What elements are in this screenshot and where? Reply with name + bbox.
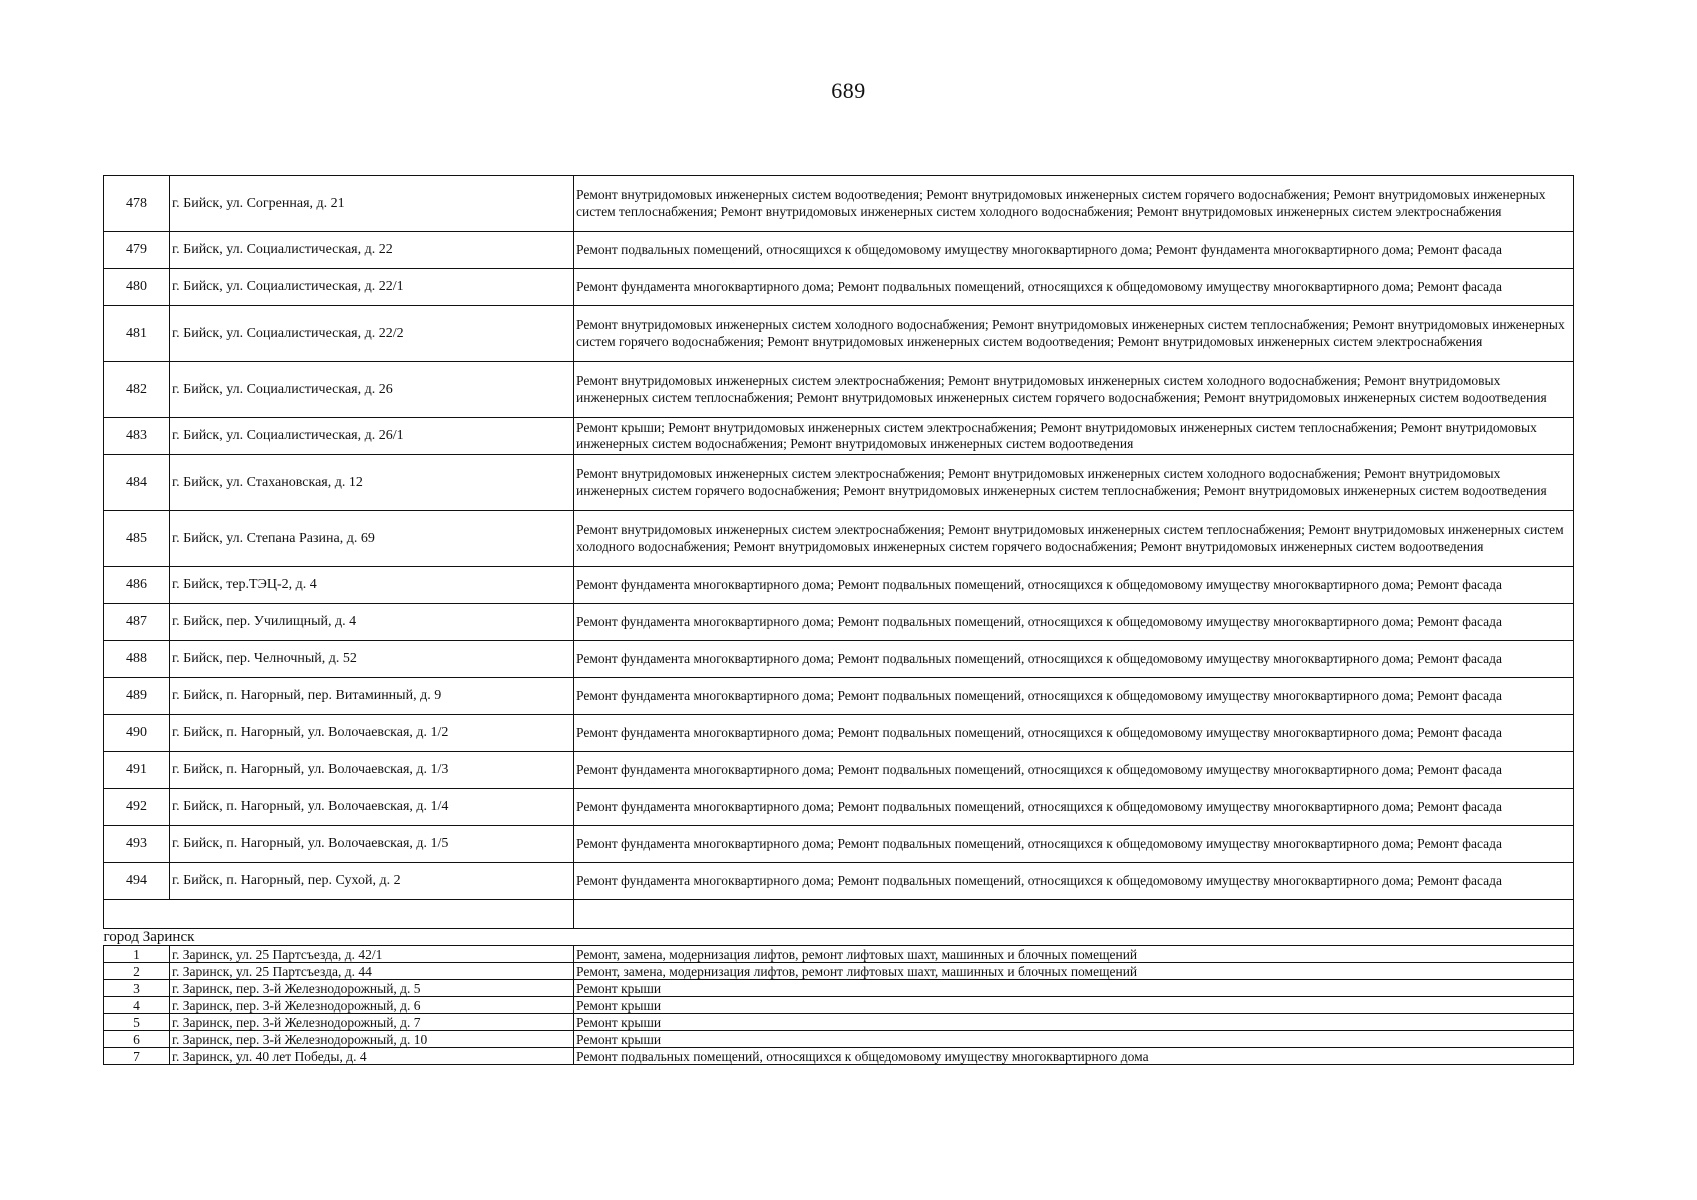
table-row [104, 604, 1574, 641]
row-address: г. Заринск, пер. 3-й Железнодорожный, д. 6 [170, 997, 574, 1014]
row-works: Ремонт фундамента многоквартирного дома; Ремонт подвальных помещений, относящихся к общедомовому имуществу многоквартирного дома; Ремонт фасада [574, 269, 1574, 306]
table-row [104, 1031, 1574, 1048]
table-row [104, 418, 1574, 455]
row-address: г. Заринск, пер. 3-й Железнодорожный, д. 10 [170, 1031, 574, 1048]
row-address: г. Бийск, п. Нагорный, ул. Волочаевская, д. 1/2 [170, 715, 574, 752]
table-row [104, 455, 1574, 511]
row-works: Ремонт фундамента многоквартирного дома; Ремонт подвальных помещений, относящихся к общедомовому имуществу многоквартирного дома; Ремонт фасада [574, 826, 1574, 863]
row-number: 484 [104, 455, 170, 511]
table-row [104, 306, 1574, 362]
row-number: 478 [104, 176, 170, 232]
row-number: 488 [104, 641, 170, 678]
table-row [104, 863, 1574, 900]
row-address: г. Заринск, ул. 25 Партсъезда, д. 42/1 [170, 946, 574, 963]
row-works: Ремонт крыши; Ремонт внутридомовых инженерных систем электроснабжения; Ремонт внутридомовых инженерных систем теплоснабжения; Ремонт внутридомовых инженерных систем водоснабжения; Ремонт внутридомовых инженерных систем водоотведения [574, 418, 1574, 455]
row-address: г. Бийск, п. Нагорный, ул. Волочаевская, д. 1/4 [170, 789, 574, 826]
row-works: Ремонт внутридомовых инженерных систем электроснабжения; Ремонт внутридомовых инженерных систем холодного водоснабжения; Ремонт внутридомовых инженерных систем горячего водоснабжения; Ремонт внутридомовых инженерных систем теплоснабжения; Ремонт внутридомовых инженерных систем водоотведения [574, 455, 1574, 511]
table-row [104, 826, 1574, 863]
row-address: г. Заринск, пер. 3-й Железнодорожный, д. 7 [170, 1014, 574, 1031]
row-address: г. Заринск, ул. 40 лет Победы, д. 4 [170, 1048, 574, 1065]
table-row [104, 232, 1574, 269]
row-address: г. Заринск, ул. 25 Партсъезда, д. 44 [170, 963, 574, 980]
row-works: Ремонт внутридомовых инженерных систем водоотведения; Ремонт внутридомовых инженерных систем горячего водоснабжения; Ремонт внутридомовых инженерных систем теплоснабжения; Ремонт внутридомовых инженерных систем холодного водоснабжения; Ремонт внутридомовых инженерных систем электроснабжения [574, 176, 1574, 232]
row-address: г. Бийск, ул. Социалистическая, д. 22/2 [170, 306, 574, 362]
zarinsk-rows [104, 946, 1574, 1065]
row-number: 489 [104, 678, 170, 715]
row-number: 5 [104, 1014, 170, 1031]
section-break [104, 900, 1574, 946]
row-works: Ремонт подвальных помещений, относящихся к общедомовому имуществу многоквартирного дома; Ремонт фундамента многоквартирного дома; Ремонт фасада [574, 232, 1574, 269]
row-works: Ремонт фундамента многоквартирного дома; Ремонт подвальных помещений, относящихся к общедомовому имуществу многоквартирного дома; Ремонт фасада [574, 863, 1574, 900]
row-address: г. Бийск, пер. Училищный, д. 4 [170, 604, 574, 641]
row-number: 2 [104, 963, 170, 980]
row-number: 481 [104, 306, 170, 362]
row-number: 483 [104, 418, 170, 455]
table-row [104, 980, 1574, 997]
row-number: 487 [104, 604, 170, 641]
row-number: 490 [104, 715, 170, 752]
row-number: 485 [104, 511, 170, 567]
row-works: Ремонт, замена, модернизация лифтов, ремонт лифтовых шахт, машинных и блочных помещений [574, 946, 1574, 963]
row-works: Ремонт фундамента многоквартирного дома; Ремонт подвальных помещений, относящихся к общедомовому имуществу многоквартирного дома; Ремонт фасада [574, 604, 1574, 641]
row-number: 6 [104, 1031, 170, 1048]
table-row [104, 1048, 1574, 1065]
row-address: г. Бийск, п. Нагорный, пер. Сухой, д. 2 [170, 863, 574, 900]
row-works: Ремонт фундамента многоквартирного дома; Ремонт подвальных помещений, относящихся к общедомовому имуществу многоквартирного дома; Ремонт фасада [574, 567, 1574, 604]
row-number: 7 [104, 1048, 170, 1065]
table-row [104, 997, 1574, 1014]
row-works: Ремонт внутридомовых инженерных систем электроснабжения; Ремонт внутридомовых инженерных систем теплоснабжения; Ремонт внутридомовых инженерных систем холодного водоснабжения; Ремонт внутридомовых инженерных систем горячего водоснабжения; Ремонт внутридомовых инженерных систем водоотведения [574, 511, 1574, 567]
row-works: Ремонт фундамента многоквартирного дома; Ремонт подвальных помещений, относящихся к общедомовому имуществу многоквартирного дома; Ремонт фасада [574, 752, 1574, 789]
row-address: г. Заринск, пер. 3-й Железнодорожный, д. 5 [170, 980, 574, 997]
row-works: Ремонт внутридомовых инженерных систем электроснабжения; Ремонт внутридомовых инженерных систем холодного водоснабжения; Ремонт внутридомовых инженерных систем теплоснабжения; Ремонт внутридомовых инженерных систем горячего водоснабжения; Ремонт внутридомовых инженерных систем водоотведения [574, 362, 1574, 418]
row-address: г. Бийск, ул. Согренная, д. 21 [170, 176, 574, 232]
row-address: г. Бийск, п. Нагорный, ул. Волочаевская, д. 1/3 [170, 752, 574, 789]
section-row [104, 929, 1574, 946]
table-row [104, 752, 1574, 789]
row-address: г. Бийск, ул. Социалистическая, д. 26 [170, 362, 574, 418]
row-number: 491 [104, 752, 170, 789]
table-row [104, 511, 1574, 567]
table-row [104, 963, 1574, 980]
row-address: г. Бийск, п. Нагорный, ул. Волочаевская, д. 1/5 [170, 826, 574, 863]
table-row [104, 567, 1574, 604]
row-number: 486 [104, 567, 170, 604]
row-number: 4 [104, 997, 170, 1014]
row-works: Ремонт фундамента многоквартирного дома; Ремонт подвальных помещений, относящихся к общедомовому имуществу многоквартирного дома; Ремонт фасада [574, 715, 1574, 752]
row-works: Ремонт внутридомовых инженерных систем холодного водоснабжения; Ремонт внутридомовых инженерных систем теплоснабжения; Ремонт внутридомовых инженерных систем горячего водоснабжения; Ремонт внутридомовых инженерных систем водоотведения; Ремонт внутридомовых инженерных систем электроснабжения [574, 306, 1574, 362]
row-number: 493 [104, 826, 170, 863]
table-row [104, 678, 1574, 715]
row-works: Ремонт подвальных помещений, относящихся к общедомовому имуществу многоквартирного дома [574, 1048, 1574, 1065]
page-number: 689 [831, 78, 866, 103]
table-row [104, 1014, 1574, 1031]
row-address: г. Бийск, пер. Челночный, д. 52 [170, 641, 574, 678]
row-works: Ремонт крыши [574, 1031, 1574, 1048]
row-number: 482 [104, 362, 170, 418]
row-works: Ремонт фундамента многоквартирного дома; Ремонт подвальных помещений, относящихся к общедомовому имуществу многоквартирного дома; Ремонт фасада [574, 789, 1574, 826]
row-address: г. Бийск, ул. Степана Разина, д. 69 [170, 511, 574, 567]
row-address: г. Бийск, тер.ТЭЦ-2, д. 4 [170, 567, 574, 604]
spacer-row [104, 900, 1574, 929]
row-works: Ремонт крыши [574, 1014, 1574, 1031]
table-row [104, 176, 1574, 232]
table-row [104, 789, 1574, 826]
row-address: г. Бийск, п. Нагорный, пер. Витаминный, д. 9 [170, 678, 574, 715]
table-row [104, 269, 1574, 306]
row-address: г. Бийск, ул. Социалистическая, д. 22/1 [170, 269, 574, 306]
row-works: Ремонт, замена, модернизация лифтов, ремонт лифтовых шахт, машинных и блочных помещений [574, 963, 1574, 980]
row-number: 494 [104, 863, 170, 900]
table-row [104, 362, 1574, 418]
table-row [104, 641, 1574, 678]
biysk-rows [104, 176, 1574, 900]
repair-registry-table [103, 175, 1574, 1065]
row-address: г. Бийск, ул. Стахановская, д. 12 [170, 455, 574, 511]
row-number: 1 [104, 946, 170, 963]
section-title-zarinsk: город Заринск [103, 929, 195, 945]
row-works: Ремонт крыши [574, 980, 1574, 997]
table-row [104, 946, 1574, 963]
row-works: Ремонт фундамента многоквартирного дома; Ремонт подвальных помещений, относящихся к общедомовому имуществу многоквартирного дома; Ремонт фасада [574, 678, 1574, 715]
row-address: г. Бийск, ул. Социалистическая, д. 22 [170, 232, 574, 269]
row-number: 480 [104, 269, 170, 306]
row-works: Ремонт фундамента многоквартирного дома; Ремонт подвальных помещений, относящихся к общедомовому имуществу многоквартирного дома; Ремонт фасада [574, 641, 1574, 678]
row-works: Ремонт крыши [574, 997, 1574, 1014]
row-number: 492 [104, 789, 170, 826]
row-address: г. Бийск, ул. Социалистическая, д. 26/1 [170, 418, 574, 455]
row-number: 3 [104, 980, 170, 997]
row-number: 479 [104, 232, 170, 269]
table-row [104, 715, 1574, 752]
